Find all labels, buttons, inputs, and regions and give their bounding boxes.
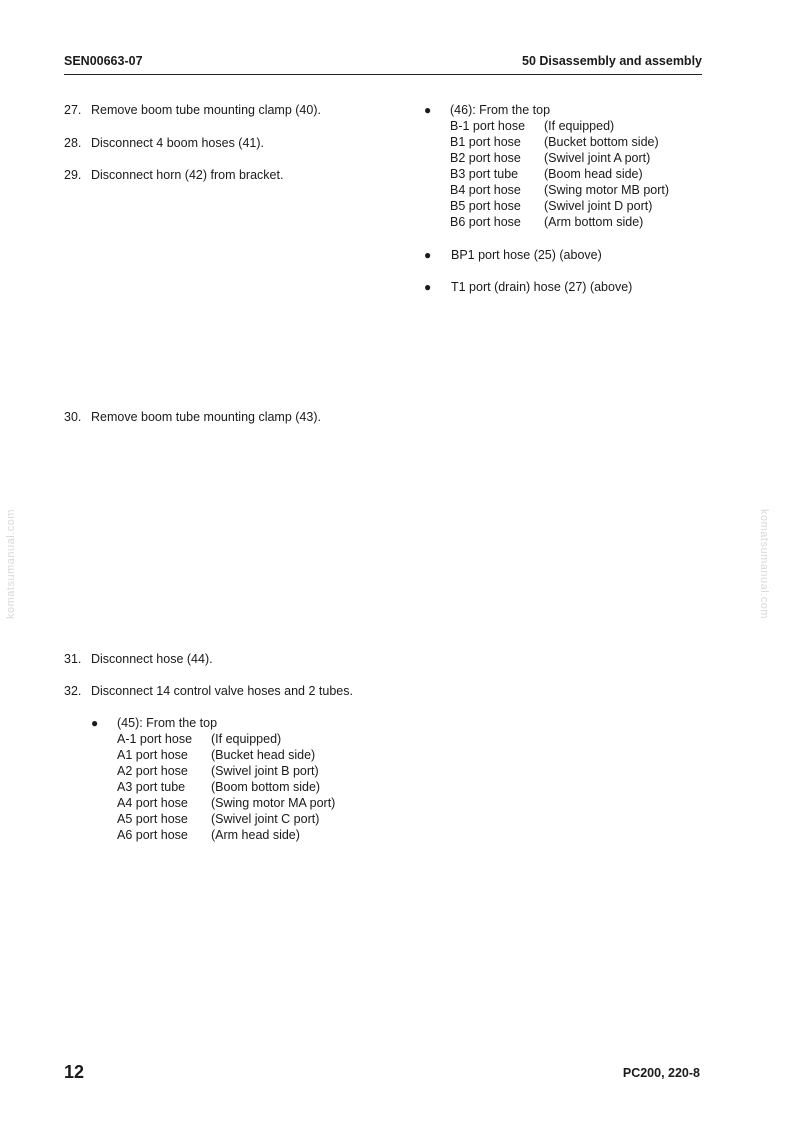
- port-name: A-1 port hose: [117, 732, 193, 746]
- port-destination: (Boom head side): [544, 167, 643, 181]
- port-row: [450, 134, 659, 150]
- document-code: SEN00663-07: [64, 54, 143, 68]
- port-destination: (Swivel joint C port): [211, 812, 320, 826]
- step-text: Disconnect hose (44).: [91, 652, 213, 666]
- model-name: PC200, 220-8: [622, 1066, 700, 1080]
- bullet-icon: ●: [424, 280, 432, 294]
- port-name: A5 port hose: [117, 812, 188, 826]
- port-row: [450, 150, 651, 166]
- port-destination: (Swivel joint D port): [544, 199, 653, 213]
- port-destination: (Swing motor MA port): [211, 796, 336, 810]
- step-text: Disconnect 4 boom hoses (41).: [91, 136, 265, 150]
- port-name: B5 port hose: [450, 199, 521, 213]
- port-list-46: [424, 102, 724, 230]
- port-destination: (Bucket head side): [211, 748, 316, 762]
- step-32: [64, 683, 380, 699]
- port-row: [450, 214, 644, 230]
- port-name: A6 port hose: [117, 828, 188, 842]
- step-number: 27.: [64, 103, 82, 117]
- port-row: [117, 747, 316, 763]
- step-text: Disconnect 14 control valve hoses and 2 tubes.: [91, 684, 353, 698]
- bullet-icon: ●: [424, 103, 432, 117]
- port-destination: (Bucket bottom side): [544, 135, 659, 149]
- port-name: A2 port hose: [117, 764, 188, 778]
- step-number: 28.: [64, 136, 82, 150]
- port-row: [450, 166, 643, 182]
- port-destination: (Swivel joint B port): [211, 764, 319, 778]
- step-text: Remove boom tube mounting clamp (40).: [91, 103, 321, 117]
- port-name: B3 port tube: [450, 167, 519, 181]
- port-row: [450, 182, 670, 198]
- step-number: 31.: [64, 652, 82, 666]
- step-text: Remove boom tube mounting clamp (43).: [91, 410, 321, 424]
- page-header: [64, 54, 702, 75]
- port-row: [450, 118, 615, 134]
- side-watermark-left: komatsumanual.com: [5, 509, 17, 619]
- port-name: B6 port hose: [450, 215, 521, 229]
- port-row: [117, 827, 300, 843]
- bullet-icon: ●: [91, 716, 99, 730]
- port-list-title: (46): From the top: [450, 103, 551, 117]
- port-list-title: (45): From the top: [117, 716, 218, 730]
- section-title: 50 Disassembly and assembly: [522, 54, 702, 68]
- port-name: B-1 port hose: [450, 119, 526, 133]
- port-row: [117, 811, 320, 827]
- port-destination: (Swivel joint A port): [544, 151, 651, 165]
- port-destination: (Swing motor MB port): [544, 183, 670, 197]
- step-number: 32.: [64, 684, 82, 698]
- port-row: [450, 198, 653, 214]
- port-name: B4 port hose: [450, 183, 521, 197]
- bullet-text: BP1 port hose (25) (above): [451, 248, 602, 262]
- page-number: 12: [64, 1062, 85, 1082]
- side-watermark-right: komatsumanual.com: [758, 509, 770, 619]
- port-name: B1 port hose: [450, 135, 521, 149]
- port-destination: (Arm head side): [211, 828, 300, 842]
- port-name: A3 port tube: [117, 780, 186, 794]
- port-destination: (Arm bottom side): [544, 215, 644, 229]
- step-number: 30.: [64, 410, 82, 424]
- port-list-45: [91, 715, 391, 843]
- port-name: A1 port hose: [117, 748, 188, 762]
- port-destination: (Boom bottom side): [211, 780, 321, 794]
- port-destination: (If equipped): [211, 732, 282, 746]
- step-text: Disconnect horn (42) from bracket.: [91, 168, 284, 182]
- port-name: A4 port hose: [117, 796, 188, 810]
- bullet-text: T1 port (drain) hose (27) (above): [451, 280, 633, 294]
- port-row: [117, 731, 282, 747]
- port-row: [117, 763, 319, 779]
- port-row: [117, 795, 336, 811]
- port-destination: (If equipped): [544, 119, 615, 133]
- step-number: 29.: [64, 168, 82, 182]
- port-name: B2 port hose: [450, 151, 521, 165]
- port-row: [117, 779, 321, 795]
- bullet-icon: ●: [424, 248, 432, 262]
